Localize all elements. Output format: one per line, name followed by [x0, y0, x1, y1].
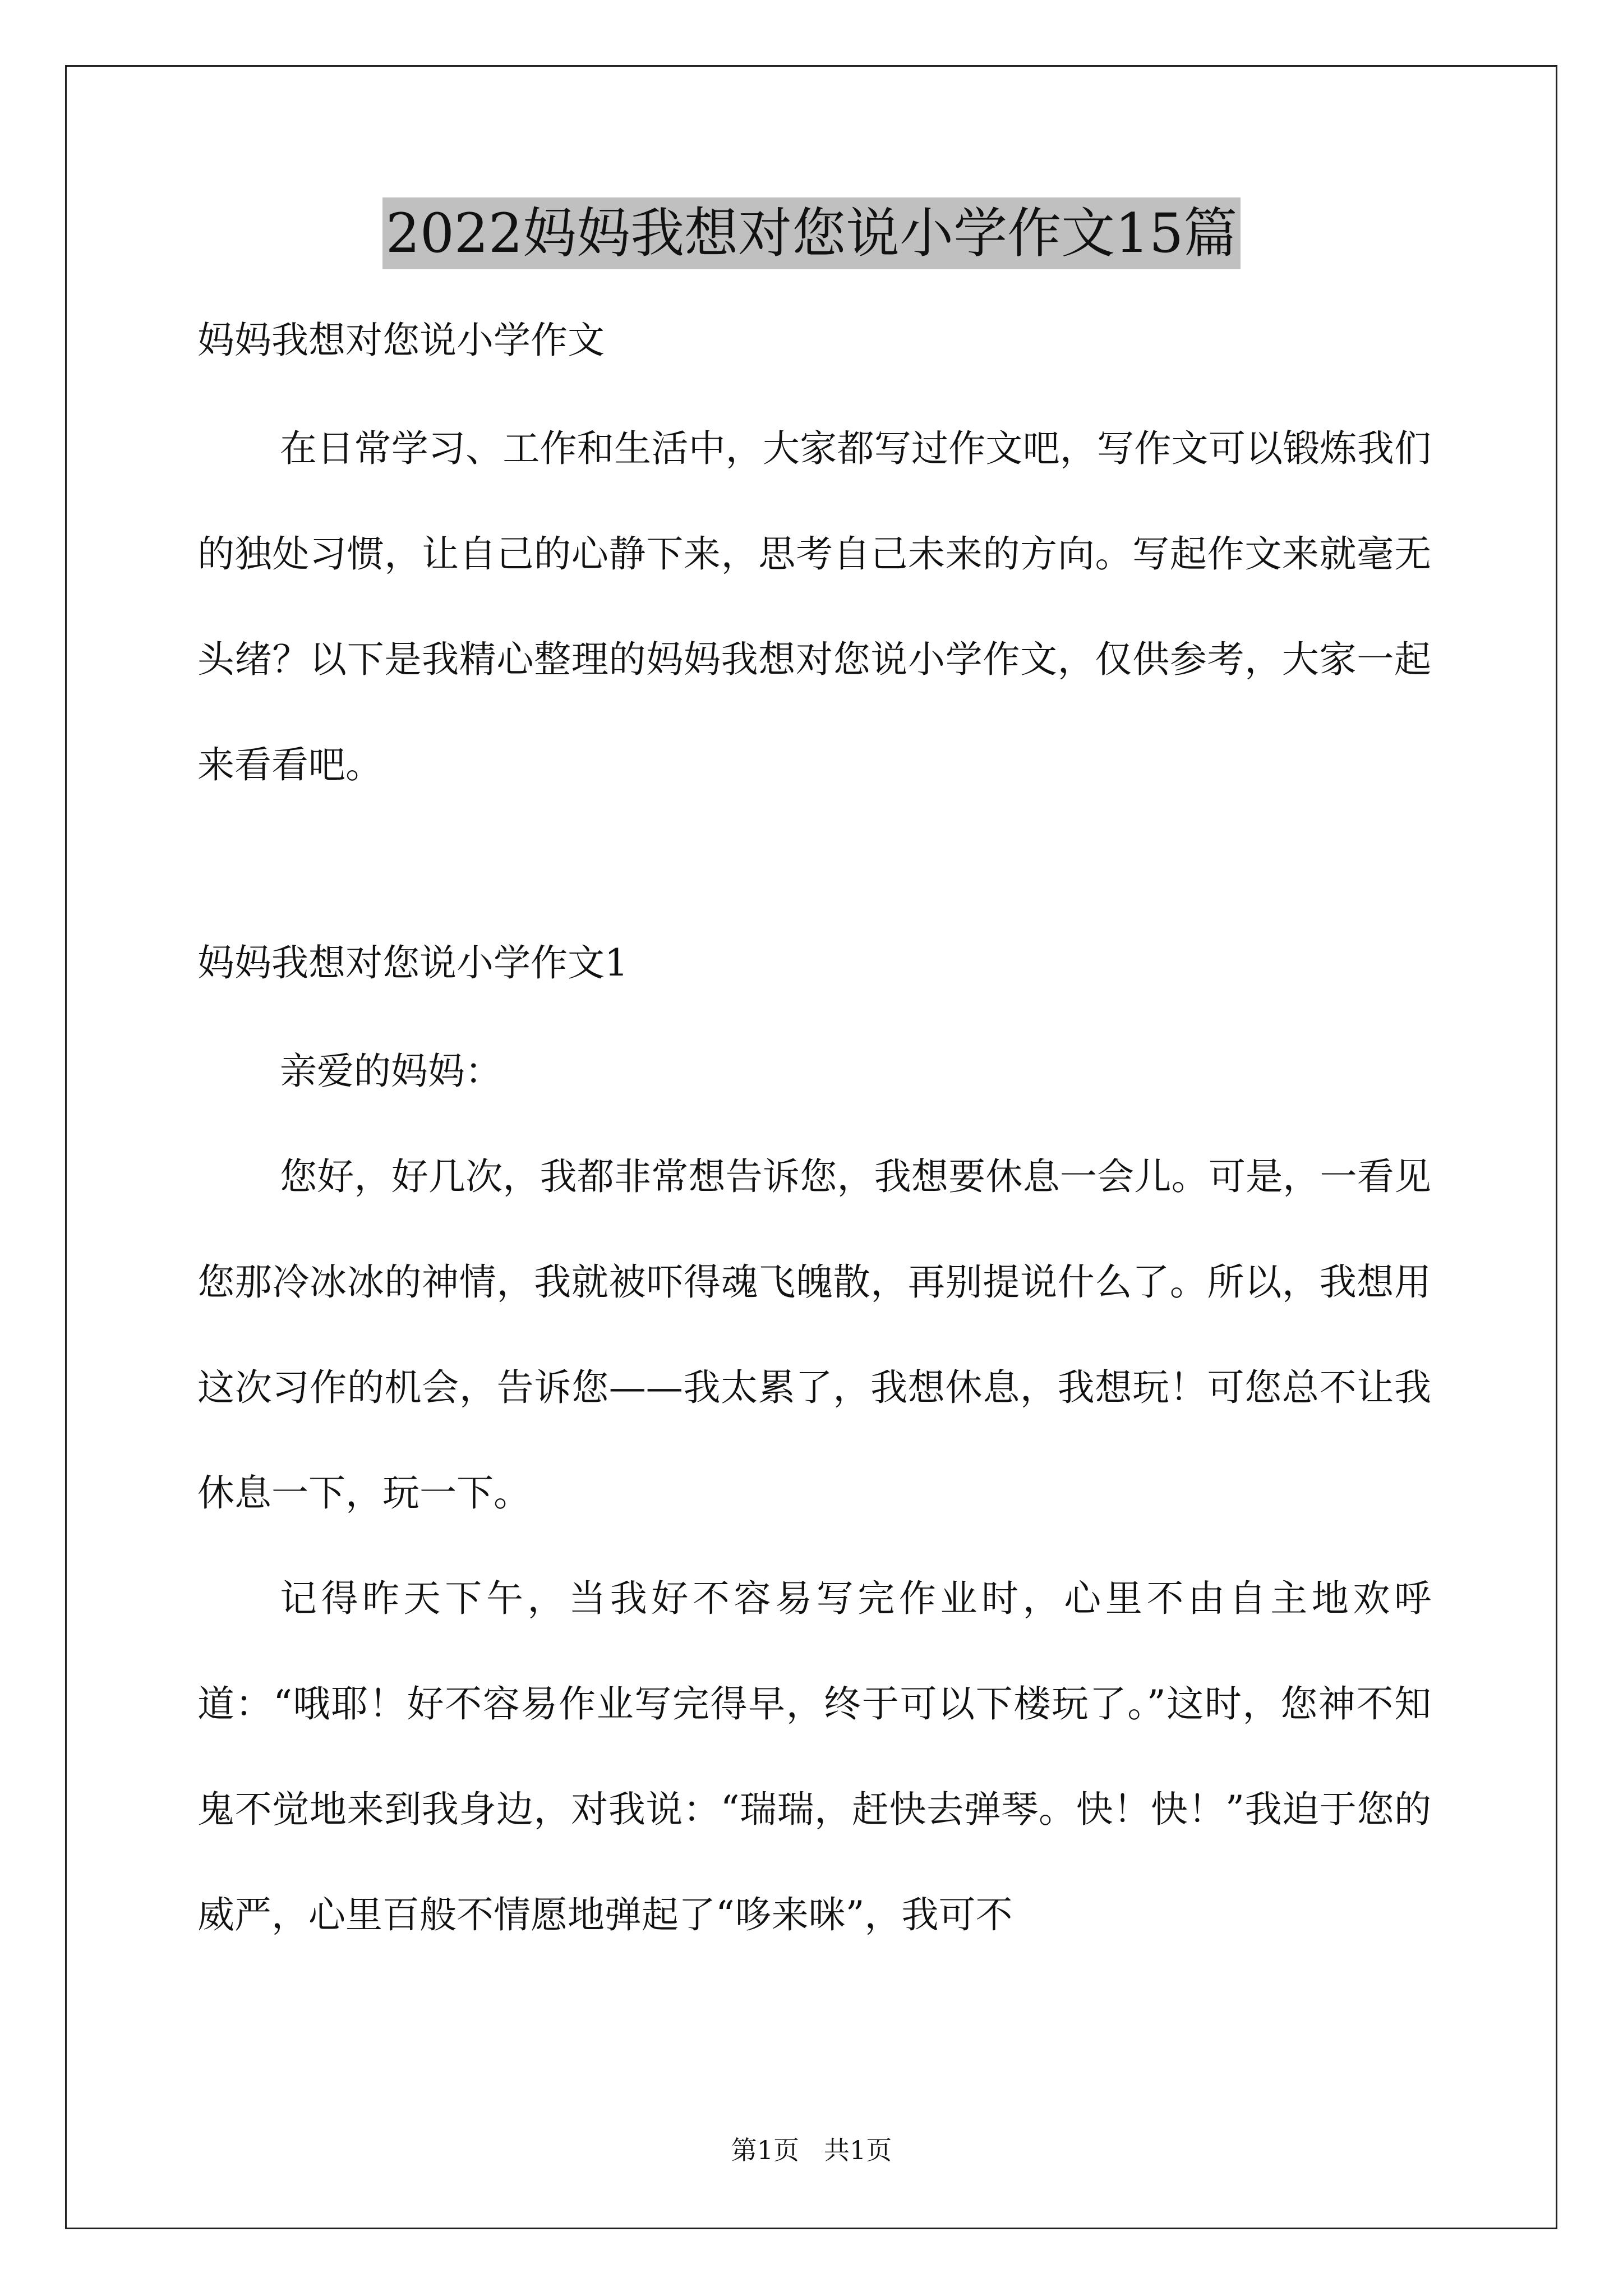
title-container: [0, 197, 1623, 269]
document-body: [197, 314, 1431, 1968]
page-number: 第1页: [731, 2135, 800, 2165]
page-total: 共1页: [823, 2135, 892, 2165]
essay-1-paragraph-2: 记得昨天下午，当我好不容易写完作业时，心里不由自主地欢呼道：“哦耶！好不容易作业写完得早，终于可以下楼玩了。”这时，您神不知鬼不觉地来到我身边，对我说：“瑞瑞，赶快去弹琴。快！快！”我迫于您的威严，心里百般不情愿地弹起了“哆来咪”，我可不: [197, 1577, 1431, 1936]
page-footer: [0, 2133, 1623, 2167]
document-title: 2022妈妈我想对您说小学作文15篇: [382, 197, 1241, 269]
essay-1-heading: 妈妈我想对您说小学作文1: [197, 941, 628, 984]
essay-1-paragraph-1: 您好，好几次，我都非常想告诉您，我想要休息一会儿。可是，一看见您那冷冰冰的神情，我就被吓得魂飞魄散，再别提说什么了。所以，我想用这次习作的机会，告诉您——我太累了，我想休息，我想玩！可您总不让我休息一下，玩一下。: [197, 1155, 1431, 1515]
intro-paragraph: 在日常学习、工作和生活中，大家都写过作文吧，写作文可以锻炼我们的独处习惯，让自己的心静下来，思考自己未来的方向。写起作文来就毫无头绪？以下是我精心整理的妈妈我想对您说小学作文，仅供参考，大家一起来看看吧。: [197, 427, 1431, 786]
essay-1-salutation: 亲爱的妈妈：: [280, 1050, 502, 1093]
intro-heading: 妈妈我想对您说小学作文: [197, 319, 605, 362]
section-spacer: [197, 818, 1431, 937]
